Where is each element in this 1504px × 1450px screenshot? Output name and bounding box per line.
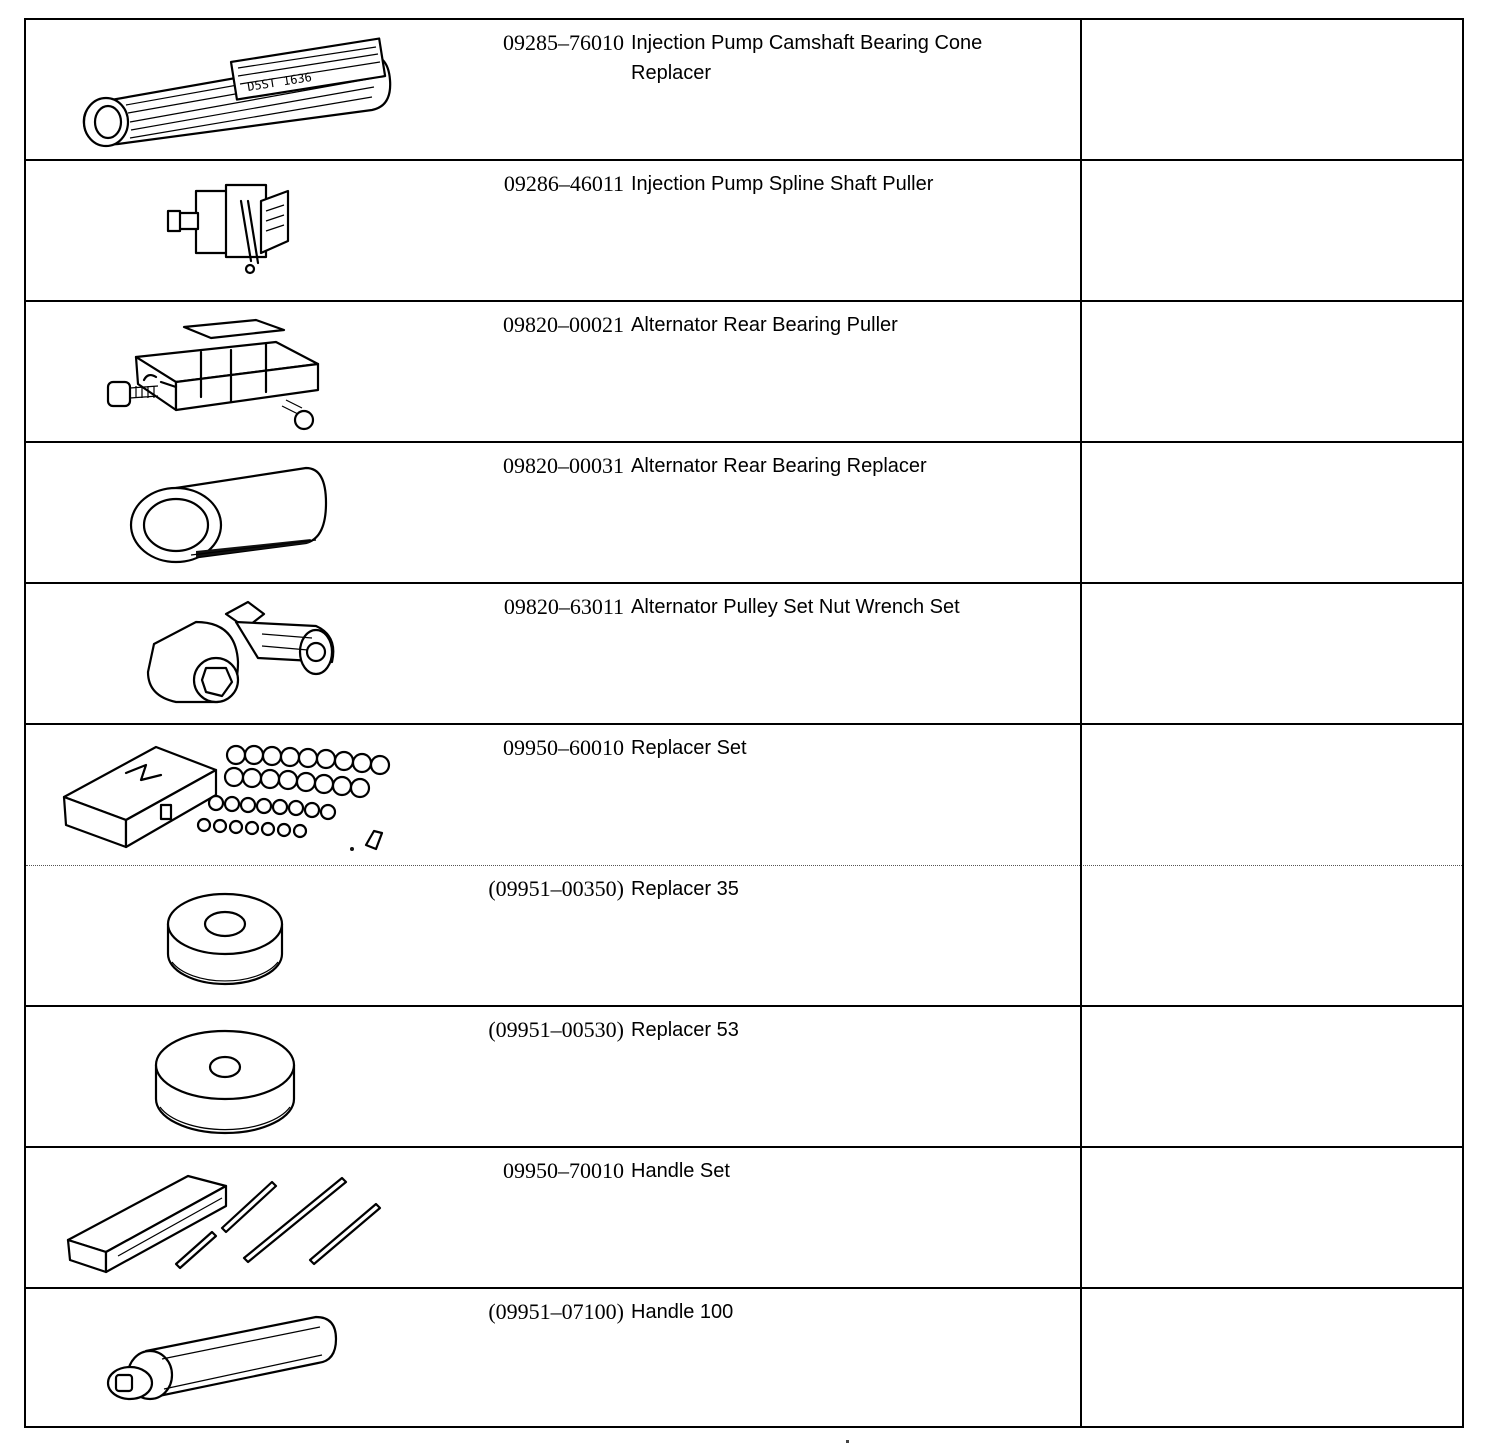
part-description: Injection Pump Spline Shaft Puller xyxy=(631,173,934,195)
part-number: (09951–00530) xyxy=(488,1017,624,1042)
pulley-set-nut-wrench-set-illustration xyxy=(26,584,446,723)
replacer-53-illustration xyxy=(26,1007,446,1146)
stray-mark xyxy=(846,1440,849,1443)
part-description: Alternator Rear Bearing Replacer xyxy=(631,455,927,477)
part-description: Replacer 35 xyxy=(631,878,739,900)
rear-bearing-puller-illustration xyxy=(26,302,446,441)
replacer-35-illustration xyxy=(26,866,446,1005)
table-row xyxy=(26,1289,1462,1430)
part-number: (09951–07100) xyxy=(488,1299,624,1324)
part-description: Alternator Pulley Set Nut Wrench Set xyxy=(631,596,960,618)
spline-shaft-puller-illustration xyxy=(26,161,446,300)
part-number: (09951–00350) xyxy=(488,876,624,901)
part-number: 09950–70010 xyxy=(503,1158,624,1183)
part-number: 09820–00031 xyxy=(503,453,624,478)
rear-bearing-replacer-illustration xyxy=(26,443,446,582)
special-service-tools-table xyxy=(24,18,1464,1428)
table-row xyxy=(26,302,1462,443)
table-row xyxy=(26,1148,1462,1289)
part-description: Replacer 53 xyxy=(631,1019,739,1041)
replacer-set-illustration xyxy=(26,725,446,864)
part-number: 09820–63011 xyxy=(503,594,624,619)
part-description: Replacer Set xyxy=(631,737,747,759)
table-row xyxy=(26,725,1462,866)
camshaft-bearing-cone-replacer-illustration xyxy=(26,20,446,159)
part-number: 09950–60010 xyxy=(503,735,624,760)
table-row xyxy=(26,443,1462,584)
part-description: Injection Pump Camshaft Bearing Cone Replacer xyxy=(631,32,983,84)
part-description: Alternator Rear Bearing Puller xyxy=(631,314,898,336)
column-divider xyxy=(1080,20,1082,1426)
part-number: 09820–00021 xyxy=(503,312,624,337)
part-description: Handle 100 xyxy=(631,1301,734,1323)
part-description: Handle Set xyxy=(631,1160,730,1182)
tool-engraving-label: D5ST 1636 xyxy=(246,69,313,94)
table-row xyxy=(26,584,1462,725)
part-number: 09285–76010 xyxy=(503,30,624,55)
handle-set-illustration xyxy=(26,1148,446,1287)
table-row xyxy=(26,20,1462,161)
handle-100-illustration xyxy=(26,1289,446,1428)
table-row xyxy=(26,161,1462,302)
table-row xyxy=(26,1007,1462,1148)
part-number: 09286–46011 xyxy=(503,171,624,196)
table-row xyxy=(26,866,1462,1007)
